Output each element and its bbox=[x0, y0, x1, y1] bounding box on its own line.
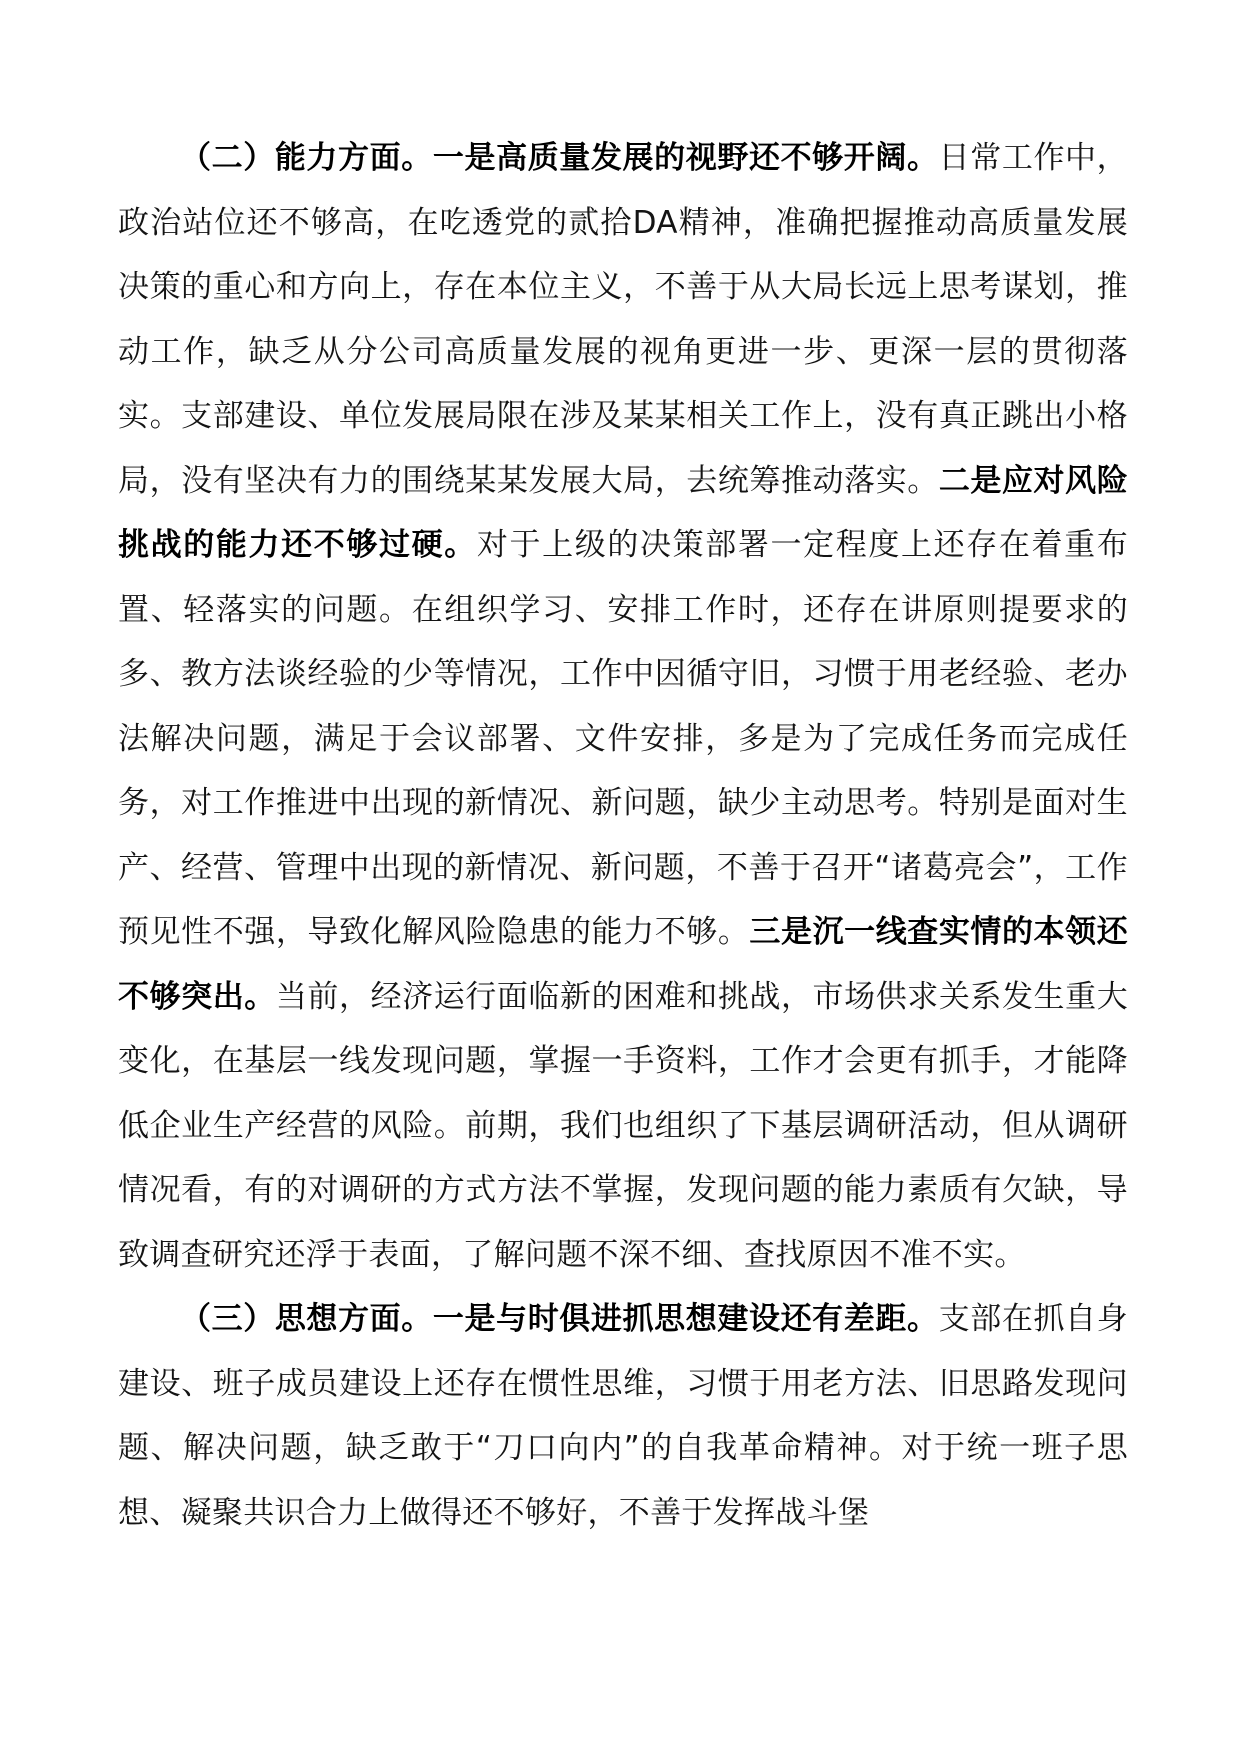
point-heading: 一是高质量发展的视野还不够开阔。 bbox=[432, 140, 939, 176]
body-text: 支部在抓自身建设、班子成员建设上还存在惯性思维，习惯于用老方法、旧思路发现问题、解决问题，缺乏敢于“刀口向内”的自我革命精神。对于统一班子思想、凝聚共识合力上做得还不够好，不善于发挥战斗堡 bbox=[118, 1301, 1128, 1531]
point-heading: 一是与时俱进抓思想建设还有差距。 bbox=[432, 1301, 939, 1337]
point-heading: 三是沉一线查实情的本领还不够突出。 bbox=[118, 914, 1128, 1015]
section-heading-ability: （二）能力方面。 bbox=[180, 140, 433, 176]
paragraph-thinking bbox=[118, 1287, 1128, 1545]
document-body bbox=[118, 126, 1128, 1545]
paragraph-ability bbox=[118, 126, 1128, 1287]
section-heading-thinking: （三）思想方面。 bbox=[180, 1301, 433, 1337]
body-text: 对于上级的决策部署一定程度上还存在着重布置、轻落实的问题。在组织学习、安排工作时，还存在讲原则提要求的多、教方法谈经验的少等情况，工作中因循守旧，习惯于用老经验、老办法解决问题，满足于会议部署、文件安排，多是为了完成任务而完成任务，对工作推进中出现的新情况、新问题，缺少主动思考。特别是面对生产、经营、管理中出现的新情况、新问题，不善于召开“诸葛亮会”，工作预见性不强，导致化解风险隐患的能力不够。 bbox=[118, 527, 1128, 950]
point-heading: 二是应对风险挑战的能力还不够过硬。 bbox=[118, 462, 1128, 563]
body-text: 当前，经济运行面临新的困难和挑战，市场供求关系发生重大变化，在基层一线发现问题，掌握一手资料，工作才会更有抓手，才能降低企业生产经营的风险。前期，我们也组织了下基层调研活动，但从调研情况看，有的对调研的方式方法不掌握，发现问题的能力素质有欠缺，导致调查研究还浮于表面，了解问题不深不细、查找原因不准不实。 bbox=[118, 978, 1128, 1273]
body-text: 日常工作中，政治站位还不够高，在吃透党的贰拾DA精神，准确把握推动高质量发展决策的重心和方向上，存在本位主义，不善于从大局长远上思考谋划，推动工作，缺乏从分公司高质量发展的视角更进一步、更深一层的贯彻落实。支部建设、单位发展局限在涉及某某相关工作上，没有真正跳出小格局，没有坚决有力的围绕某某发展大局，去统筹推动落实。 bbox=[118, 140, 1128, 499]
